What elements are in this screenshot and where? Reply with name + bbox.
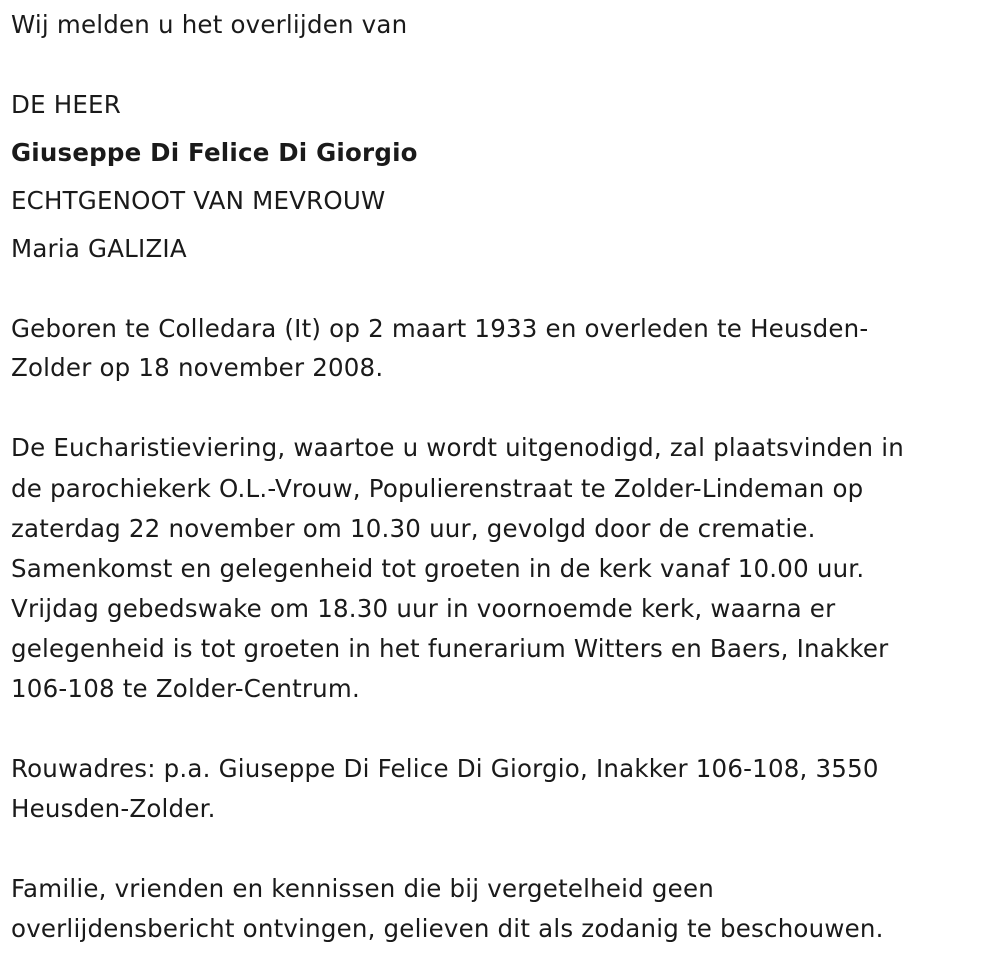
spouse-name: Maria GALIZIA xyxy=(11,234,187,263)
ceremony-line: gelegenheid is tot groeten in het funerarium Witters en Baers, Inakker xyxy=(11,634,889,663)
ceremony-line: De Eucharistieviering, waartoe u wordt uitgenodigd, zal plaatsvinden in xyxy=(11,433,904,462)
ceremony-line: Samenkomst en gelegenheid tot groeten in de kerk vanaf 10.00 uur. xyxy=(11,554,865,583)
closing-line: overlijdensbericht ontvingen, gelieven dit als zodanig te beschouwen. xyxy=(11,914,884,943)
birth-death-line: Zolder op 18 november 2008. xyxy=(11,353,384,382)
title-text: DE HEER xyxy=(11,90,121,119)
ceremony-line: de parochiekerk O.L.-Vrouw, Populierenstraat te Zolder-Lindeman op xyxy=(11,474,864,503)
closing-line: Familie, vrienden en kennissen die bij vergetelheid geen xyxy=(11,874,714,903)
deceased-name: Giuseppe Di Felice Di Giorgio xyxy=(11,138,418,167)
ceremony-line: Vrijdag gebedswake om 18.30 uur in voornoemde kerk, waarna er xyxy=(11,594,836,623)
ceremony-line: zaterdag 22 november om 10.30 uur, gevolgd door de crematie. xyxy=(11,514,816,543)
intro-text: Wij melden u het overlijden van xyxy=(11,10,408,39)
birth-death-line: Geboren te Colledara (It) op 2 maart 1933 en overleden te Heusden- xyxy=(11,314,869,343)
spouse-label: ECHTGENOOT VAN MEVROUW xyxy=(11,186,386,215)
address-line: Heusden-Zolder. xyxy=(11,794,216,823)
ceremony-line: 106-108 te Zolder-Centrum. xyxy=(11,674,360,703)
address-line: Rouwadres: p.a. Giuseppe Di Felice Di Giorgio, Inakker 106-108, 3550 xyxy=(11,754,879,783)
